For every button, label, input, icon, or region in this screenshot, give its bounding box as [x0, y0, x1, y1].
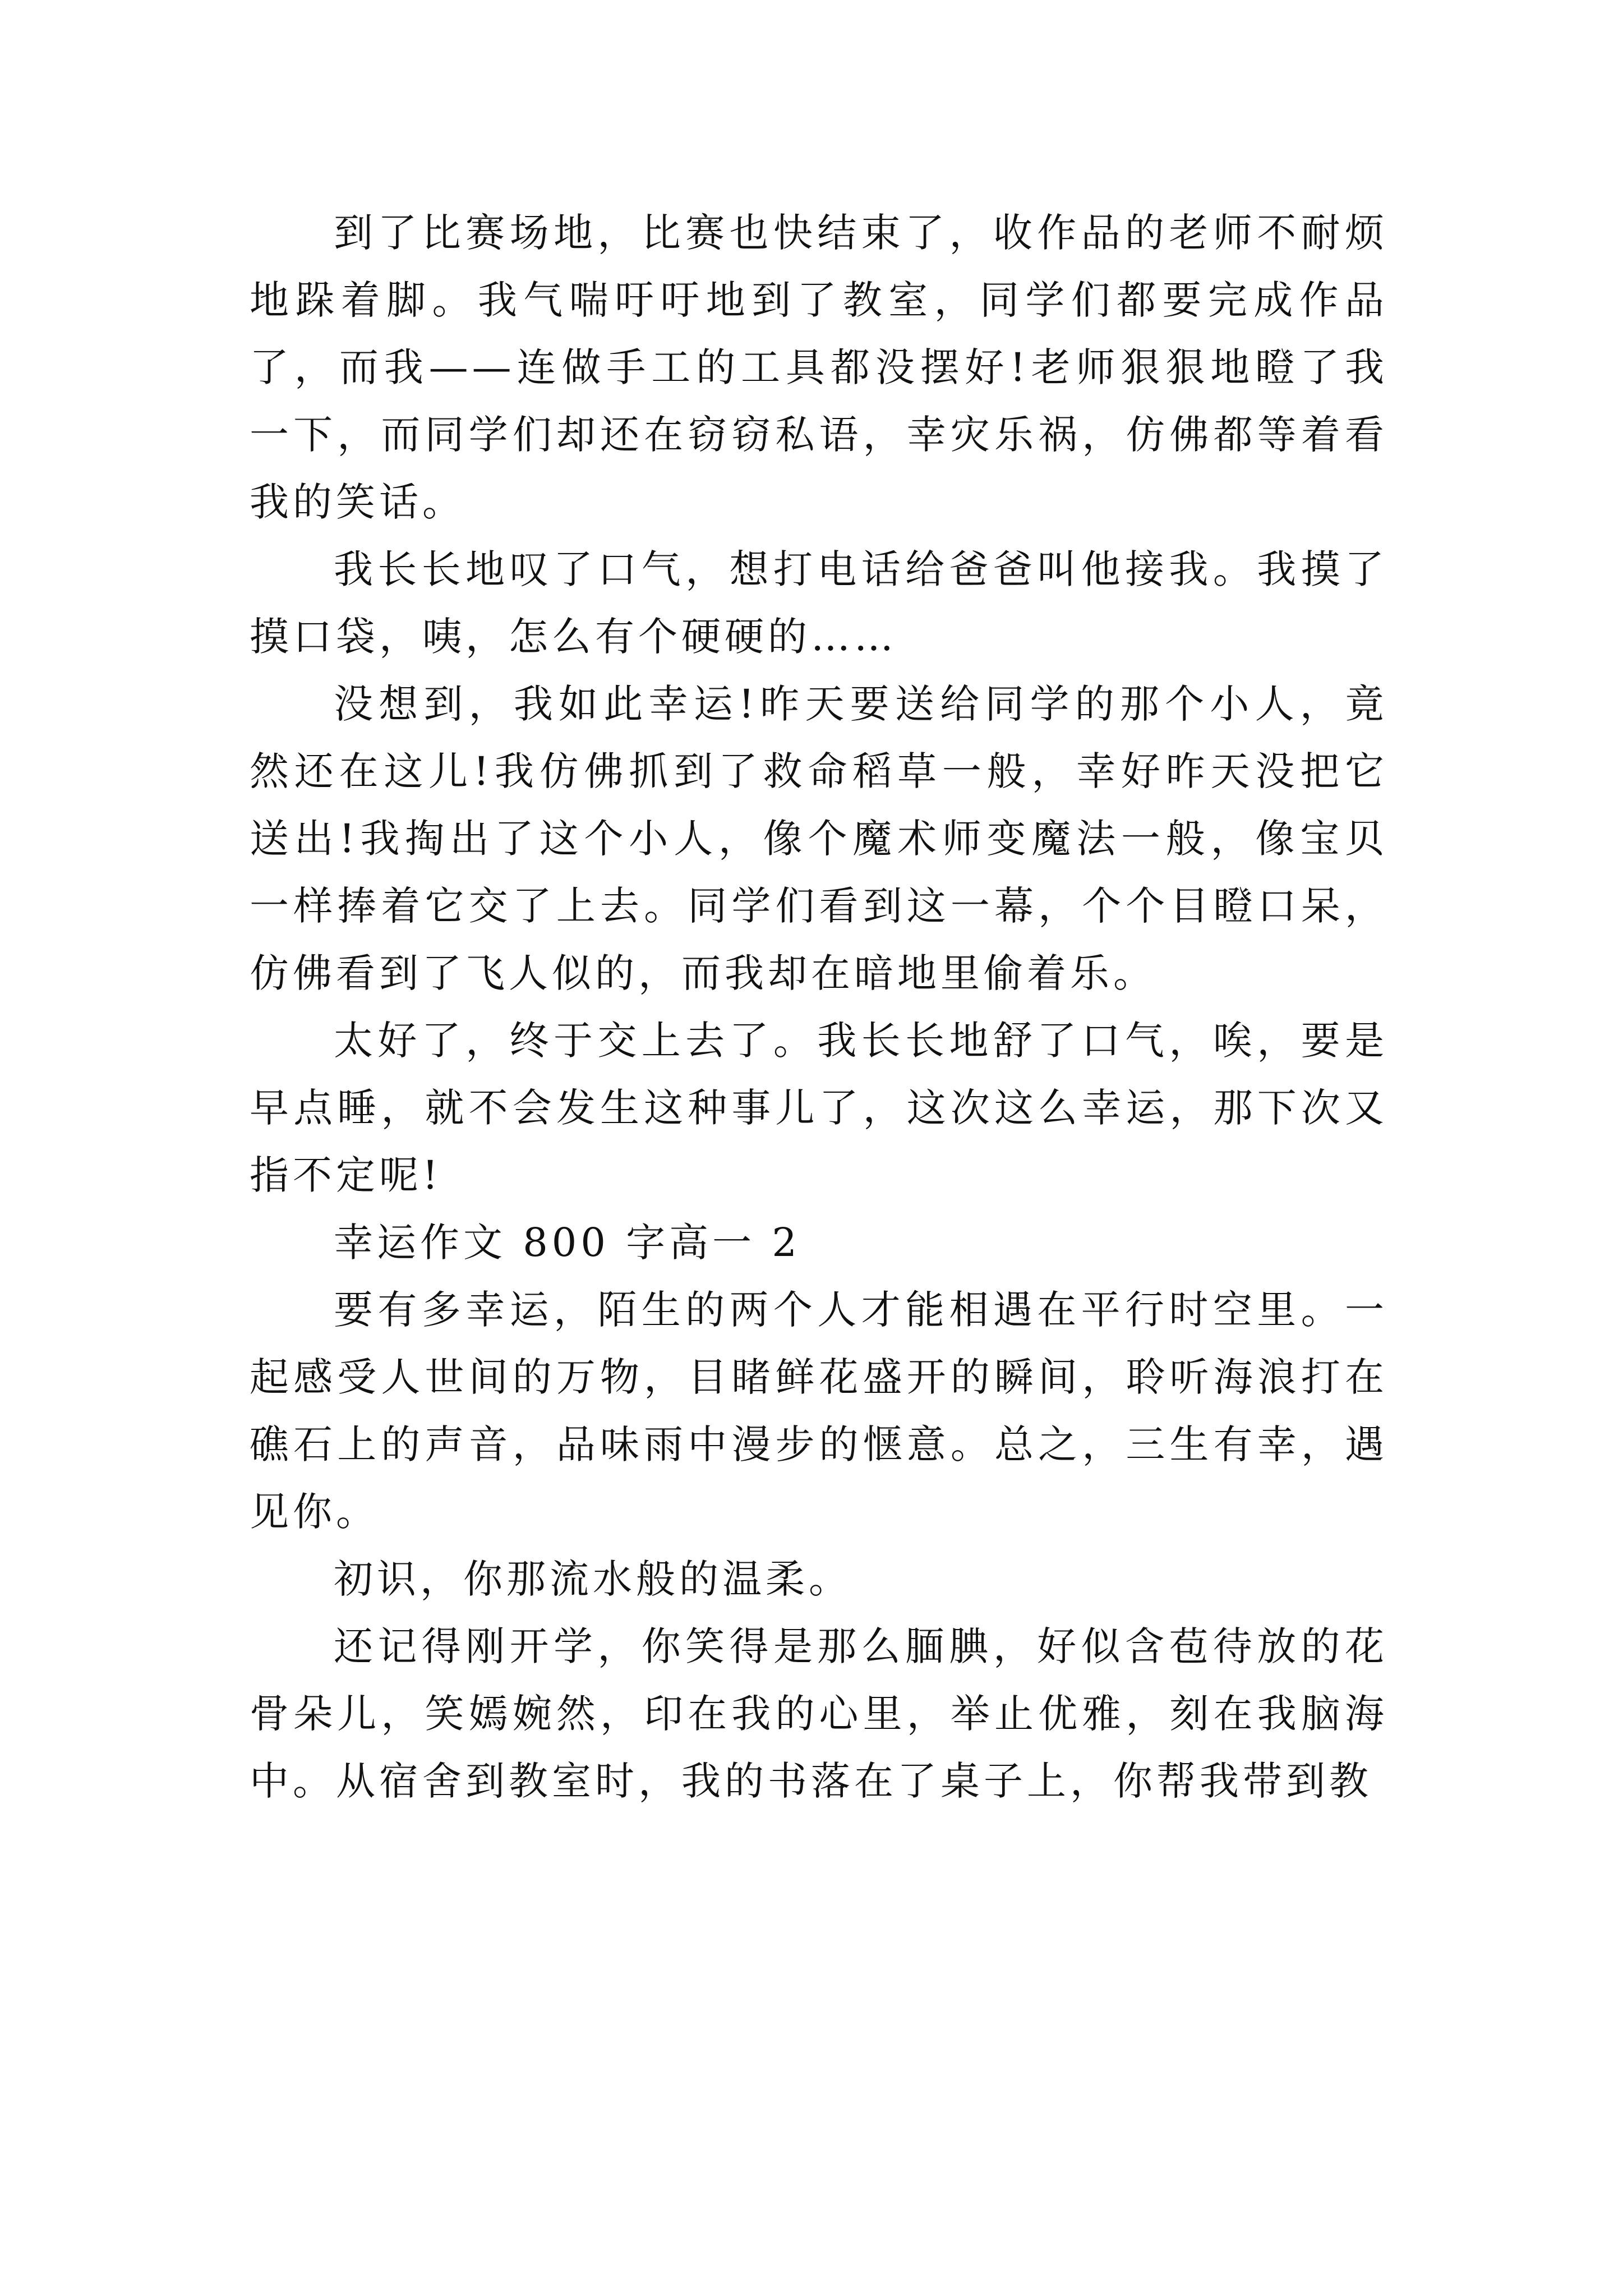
paragraph-4: 太好了，终于交上去了。我长长地舒了口气，唉，要是早点睡，就不会发生这种事儿了，这次这么幸运，那下次又指不定呢!: [250, 1018, 1388, 1198]
paragraph-7: 还记得刚开学，你笑得是那么腼腆，好似含苞待放的花骨朵儿，笑嫣婉然，印在我的心里，举止优雅，刻在我脑海中。从宿舍到教室时，我的书落在了桌子上，你帮我带到教: [250, 1623, 1388, 1804]
paragraph-2: 我长长地叹了口气，想打电话给爸爸叫他接我。我摸了摸口袋，咦，怎么有个硬硬的……: [250, 546, 1388, 660]
section-heading: 幸运作文 800 字高一 2: [334, 1220, 801, 1266]
paragraph-3: 没想到，我如此幸运!昨天要送给同学的那个小人，竟然还在这儿!我仿佛抓到了救命稻草一般，幸好昨天没把它送出!我掏出了这个小人，像个魔术师变魔法一般，像宝贝一样捧着它交了上去。同学们看到这一幕，个个目瞪口呆，仿佛看到了飞人似的，而我却在暗地里偷着乐。: [250, 681, 1388, 996]
paragraph-5: 要有多幸运，陌生的两个人才能相遇在平行时空里。一起感受人世间的万物，目睹鲜花盛开的瞬间，聆听海浪打在礁石上的声音，品味雨中漫步的惬意。总之，三生有幸，遇见你。: [250, 1287, 1388, 1535]
document-body: [250, 199, 1388, 1815]
paragraph-1: 到了比赛场地，比赛也快结束了，收作品的老师不耐烦地跺着脚。我气喘吁吁地到了教室，同学们都要完成作品了，而我——连做手工的工具都没摆好!老师狠狠地瞪了我一下，而同学们却还在窃窃私语，幸灾乐祸，仿佛都等着看我的笑话。: [250, 210, 1388, 525]
paragraph-6: 初识，你那流水般的温柔。: [334, 1556, 852, 1602]
